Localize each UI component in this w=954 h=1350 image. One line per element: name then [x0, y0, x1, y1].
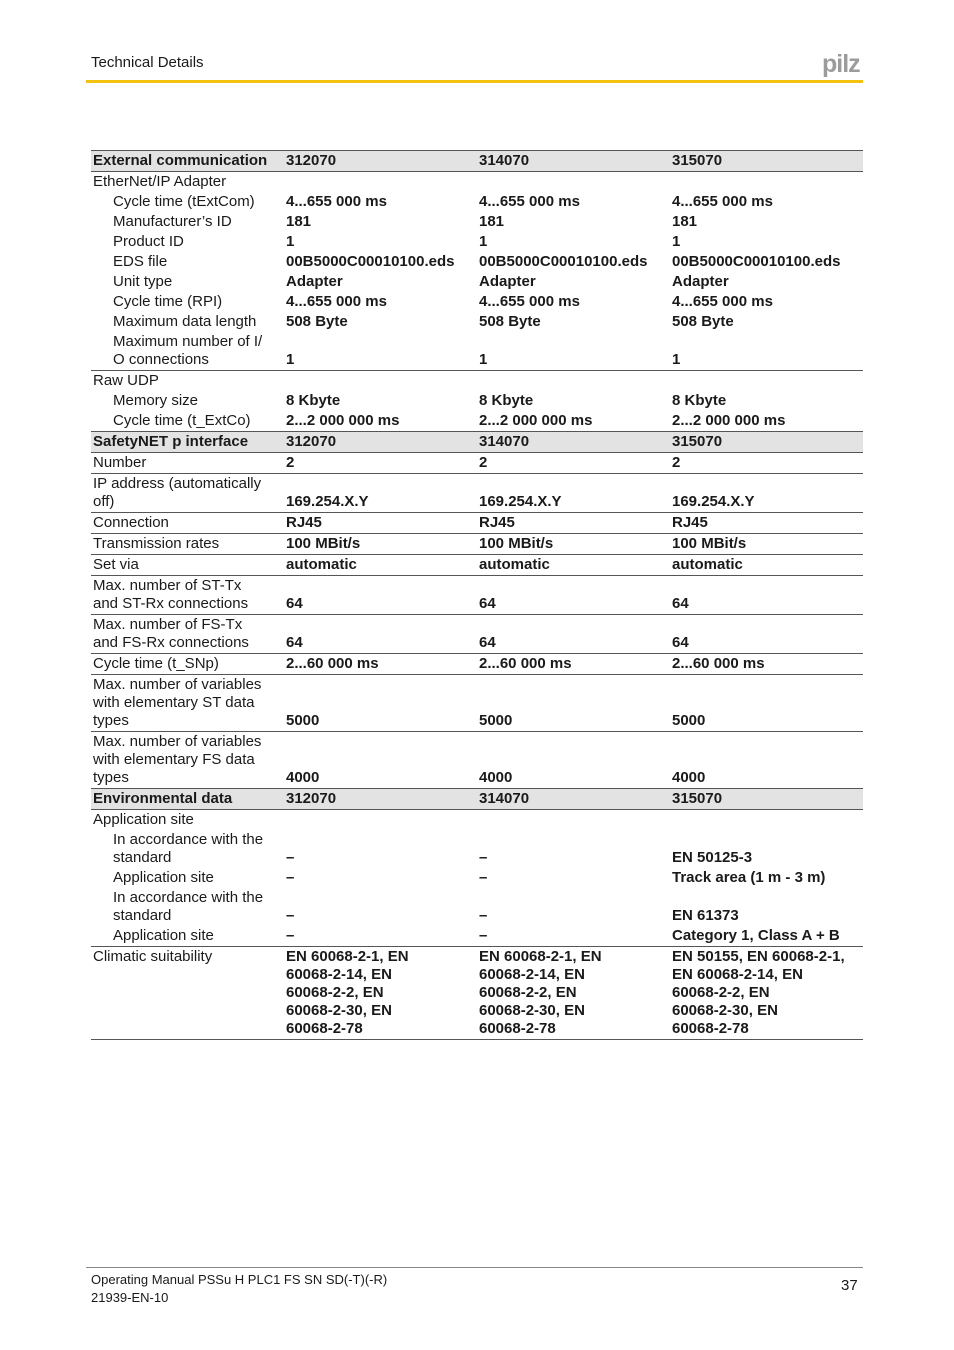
row-label: Maximum number of I/ O connections	[113, 333, 263, 368]
table-row	[91, 513, 863, 534]
column-header: 312070	[284, 789, 477, 810]
row-label: Climatic suitability	[91, 947, 284, 1040]
row-value: Adapter	[479, 273, 536, 290]
row-value: 181	[479, 213, 505, 230]
table-row	[91, 926, 863, 947]
column-header: 314070	[477, 789, 670, 810]
row-value: 1	[286, 233, 295, 250]
table-row	[91, 810, 863, 831]
row-value: 100 MBit/s	[284, 534, 477, 555]
row-value: 1	[672, 233, 681, 250]
table-row	[91, 252, 863, 272]
row-value: 1	[479, 233, 488, 250]
row-value: 8 Kbyte	[286, 392, 341, 409]
row-label: Set via	[91, 555, 284, 576]
row-label: Manufacturer’s ID	[113, 213, 232, 230]
row-value: –	[286, 907, 295, 924]
footer-rule	[86, 1267, 863, 1268]
page-number: 37	[841, 1277, 858, 1294]
row-label: Product ID	[113, 233, 184, 250]
row-value	[477, 810, 670, 831]
row-label: In accordance with the standard	[113, 889, 264, 924]
row-value: automatic	[670, 555, 863, 576]
svg-text:pilz: pilz	[822, 51, 860, 77]
table-row	[91, 830, 863, 868]
row-label: Max. number of variables with elementary ST data types	[91, 675, 284, 732]
row-value: 508 Byte	[672, 313, 734, 330]
column-header: 314070	[477, 432, 670, 453]
row-value: 64	[477, 576, 670, 615]
row-label: Memory size	[113, 392, 199, 409]
row-value: Category 1, Class A + B	[672, 927, 840, 944]
row-value: 2	[479, 454, 488, 471]
pilz-logo	[822, 51, 864, 77]
table-row	[91, 312, 863, 332]
row-value: 5000	[670, 675, 863, 732]
row-value: 169.254.X.Y	[670, 474, 863, 513]
section-header-row	[91, 432, 863, 453]
row-value: EN 50125-3	[672, 849, 753, 866]
row-value: –	[286, 927, 295, 944]
row-value: 4...655 000 ms	[672, 293, 773, 310]
row-value: 8 Kbyte	[479, 392, 534, 409]
row-value: automatic	[284, 555, 477, 576]
row-value	[284, 172, 477, 193]
row-value: 2...2 000 000 ms	[479, 412, 593, 429]
row-value: 00B5000C00010100.eds	[479, 253, 648, 270]
table-row	[91, 272, 863, 292]
row-value: 181	[672, 213, 698, 230]
row-value: 00B5000C00010100.eds	[286, 253, 455, 270]
row-label: Application site	[93, 811, 194, 828]
row-label: Application site	[113, 869, 214, 886]
row-value: 64	[670, 576, 863, 615]
row-value: 8 Kbyte	[672, 392, 727, 409]
row-label: Max. number of variables with elementary FS data types	[91, 732, 284, 789]
row-value: Adapter	[286, 273, 343, 290]
table-row	[91, 534, 863, 555]
header-title: Technical Details	[91, 54, 204, 71]
row-value: 4000	[284, 732, 477, 789]
row-value: 508 Byte	[286, 313, 348, 330]
row-value: –	[286, 869, 295, 886]
row-value: –	[479, 869, 488, 886]
row-value: 2...60 000 ms	[284, 654, 477, 675]
row-value: 4...655 000 ms	[479, 293, 580, 310]
column-header: 315070	[670, 789, 863, 810]
row-value	[284, 371, 477, 392]
section-header-row	[91, 151, 863, 172]
table-row	[91, 192, 863, 212]
row-label: EtherNet/IP Adapter	[91, 172, 284, 193]
row-value: 64	[670, 615, 863, 654]
row-value: 1	[479, 351, 488, 368]
row-value: 169.254.X.Y	[477, 474, 670, 513]
row-value: 181	[286, 213, 312, 230]
row-value: EN 60068-2-1, EN 60068-2-14, EN 60068-2-2, EN 60068-2-30, EN 60068-2-78	[284, 947, 477, 1040]
row-label: Raw UDP	[91, 371, 284, 392]
section-header-row	[91, 789, 863, 810]
table-row	[91, 474, 863, 513]
row-label: Maximum data length	[113, 313, 257, 330]
row-value: 4...655 000 ms	[479, 193, 580, 210]
row-value: 1	[286, 351, 295, 368]
row-value: 169.254.X.Y	[284, 474, 477, 513]
row-value: 00B5000C00010100.eds	[672, 253, 841, 270]
table-row	[91, 868, 863, 888]
row-value: 508 Byte	[479, 313, 541, 330]
column-header: 312070	[284, 432, 477, 453]
row-value: Track area (1 m - 3 m)	[672, 869, 826, 886]
row-value: 2	[286, 454, 295, 471]
row-value: RJ45	[284, 513, 477, 534]
table-row	[91, 888, 863, 926]
column-header: 312070	[284, 151, 477, 172]
row-value: 100 MBit/s	[670, 534, 863, 555]
row-value: 4...655 000 ms	[672, 193, 773, 210]
row-value: RJ45	[670, 513, 863, 534]
row-label: Cycle time (RPI)	[113, 293, 223, 310]
row-value: –	[479, 907, 488, 924]
row-value	[284, 810, 477, 831]
row-value: 4000	[477, 732, 670, 789]
table-row	[91, 732, 863, 789]
table-row	[91, 576, 863, 615]
column-header: 315070	[670, 432, 863, 453]
section-title: Environmental data	[91, 789, 284, 810]
row-label: IP address (automatically off)	[91, 474, 284, 513]
row-value: 1	[672, 351, 681, 368]
row-value	[670, 371, 863, 392]
row-value: 100 MBit/s	[477, 534, 670, 555]
row-label: Application site	[113, 927, 214, 944]
table-row	[91, 232, 863, 252]
row-value: 64	[284, 576, 477, 615]
row-value: automatic	[477, 555, 670, 576]
table-row	[91, 555, 863, 576]
row-value: 2...60 000 ms	[670, 654, 863, 675]
row-value: 2...60 000 ms	[477, 654, 670, 675]
row-value: RJ45	[477, 513, 670, 534]
table-row	[91, 654, 863, 675]
table-row	[91, 391, 863, 411]
row-label: Connection	[91, 513, 284, 534]
row-label: Unit type	[113, 273, 173, 290]
row-value: Adapter	[672, 273, 729, 290]
row-value: 64	[284, 615, 477, 654]
table-row	[91, 615, 863, 654]
row-label: Cycle time (t_ExtCo)	[113, 412, 251, 429]
row-value: 2...2 000 000 ms	[286, 412, 400, 429]
table-row	[91, 947, 863, 1040]
table-row	[91, 453, 863, 474]
row-value	[670, 810, 863, 831]
row-value	[477, 172, 670, 193]
section-title: External communication	[91, 151, 284, 172]
row-label: Max. number of ST-Tx and ST-Rx connections	[91, 576, 284, 615]
row-value: 5000	[284, 675, 477, 732]
footer-doc-number: 21939-EN-10	[91, 1290, 169, 1305]
row-value: 2	[672, 454, 681, 471]
table-row	[91, 675, 863, 732]
table-row	[91, 212, 863, 232]
row-value	[670, 172, 863, 193]
row-label: Max. number of FS-Tx and FS-Rx connections	[91, 615, 284, 654]
row-value: 64	[477, 615, 670, 654]
row-label: Number	[93, 454, 147, 471]
row-value: –	[479, 849, 488, 866]
column-header: 314070	[477, 151, 670, 172]
row-value: 5000	[477, 675, 670, 732]
footer-manual-title: Operating Manual PSSu H PLC1 FS SN SD(-T)(-R)	[91, 1272, 388, 1287]
table-row	[91, 332, 863, 371]
table-row	[91, 371, 863, 392]
spec-table	[91, 150, 863, 1040]
row-value: 2...2 000 000 ms	[672, 412, 786, 429]
row-value: –	[286, 849, 295, 866]
row-value: –	[479, 927, 488, 944]
row-value: 4000	[670, 732, 863, 789]
header-rule	[86, 80, 863, 83]
row-label: Cycle time (tExtCom)	[113, 193, 255, 210]
column-header: 315070	[670, 151, 863, 172]
row-label: Transmission rates	[91, 534, 284, 555]
table-row	[91, 292, 863, 312]
row-label: EDS file	[113, 253, 168, 270]
row-label: In accordance with the standard	[113, 831, 264, 866]
row-value: 4...655 000 ms	[286, 293, 387, 310]
row-value: EN 61373	[672, 907, 739, 924]
row-label: Cycle time (t_SNp)	[91, 654, 284, 675]
row-value: 4...655 000 ms	[286, 193, 387, 210]
row-value: EN 60068-2-1, EN 60068-2-14, EN 60068-2-2, EN 60068-2-30, EN 60068-2-78	[477, 947, 670, 1040]
row-value	[477, 371, 670, 392]
row-value: EN 50155, EN 60068-2-1, EN 60068-2-14, EN 60068-2-2, EN 60068-2-30, EN 60068-2-78	[670, 947, 863, 1040]
table-row	[91, 411, 863, 432]
section-title: SafetyNET p interface	[91, 432, 284, 453]
table-row	[91, 172, 863, 193]
